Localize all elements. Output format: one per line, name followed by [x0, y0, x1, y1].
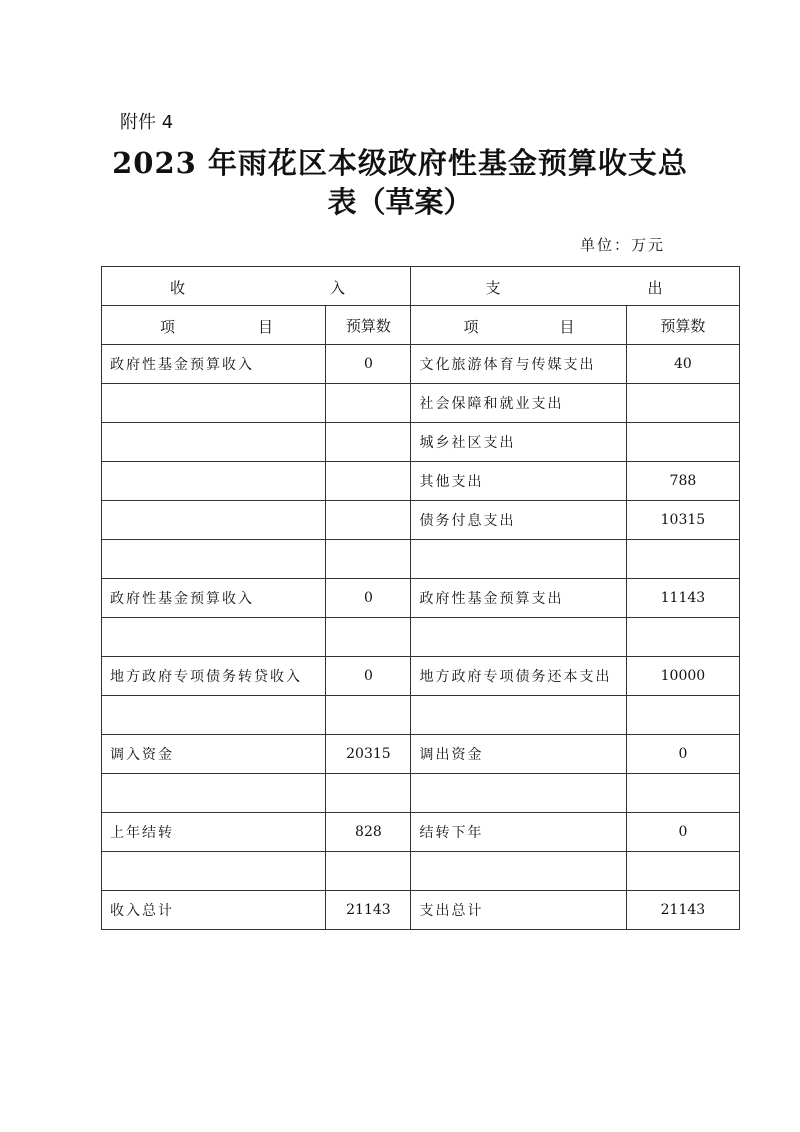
income-value-cell: 0 [326, 345, 411, 384]
income-value-cell [326, 423, 411, 462]
income-value-cell [326, 618, 411, 657]
expense-item-cell: 债务付息支出 [411, 501, 626, 540]
expense-value-cell [626, 540, 739, 579]
expense-item-char-2: 目 [559, 318, 575, 336]
income-item-cell: 收入总计 [102, 891, 326, 930]
income-value-cell [326, 774, 411, 813]
income-value-cell: 0 [326, 657, 411, 696]
income-value-cell [326, 540, 411, 579]
expense-item-header [411, 306, 626, 345]
expense-item-cell [411, 852, 626, 891]
expense-item-char-1: 项 [463, 318, 479, 336]
income-item-char-2: 目 [258, 318, 274, 336]
table-row [102, 696, 740, 735]
income-header-char-1: 收 [170, 279, 186, 297]
expense-item-cell: 结转下年 [411, 813, 626, 852]
income-section-header [102, 267, 411, 306]
table-row [102, 813, 740, 852]
income-item-cell: 调入资金 [102, 735, 326, 774]
expense-item-cell [411, 618, 626, 657]
income-value-cell: 0 [326, 579, 411, 618]
income-item-cell [102, 540, 326, 579]
expense-value-cell [626, 696, 739, 735]
income-item-cell: 上年结转 [102, 813, 326, 852]
income-value-cell [326, 696, 411, 735]
expense-value-cell: 0 [626, 735, 739, 774]
income-value-cell [326, 384, 411, 423]
table-row [102, 345, 740, 384]
table-row [102, 462, 740, 501]
table-row [102, 423, 740, 462]
income-item-cell [102, 462, 326, 501]
expense-item-cell: 其他支出 [411, 462, 626, 501]
expense-value-cell: 40 [626, 345, 739, 384]
income-item-cell [102, 384, 326, 423]
expense-value-cell: 788 [626, 462, 739, 501]
expense-item-cell: 城乡社区支出 [411, 423, 626, 462]
expense-item-cell: 地方政府专项债务还本支出 [411, 657, 626, 696]
budget-table [101, 266, 740, 930]
expense-item-cell: 社会保障和就业支出 [411, 384, 626, 423]
expense-value-cell: 21143 [626, 891, 739, 930]
income-item-cell [102, 852, 326, 891]
table-row [102, 501, 740, 540]
table-row [102, 774, 740, 813]
expense-value-cell [626, 423, 739, 462]
expense-value-cell: 11143 [626, 579, 739, 618]
expense-item-cell: 政府性基金预算支出 [411, 579, 626, 618]
income-value-cell: 20315 [326, 735, 411, 774]
expense-item-cell: 调出资金 [411, 735, 626, 774]
expense-value-cell: 10000 [626, 657, 739, 696]
table-row [102, 735, 740, 774]
expense-item-cell [411, 774, 626, 813]
expense-value-cell [626, 774, 739, 813]
expense-item-cell: 文化旅游体育与传媒支出 [411, 345, 626, 384]
table-row [102, 657, 740, 696]
income-item-char-1: 项 [160, 318, 176, 336]
table-row [102, 891, 740, 930]
expense-budget-header: 预算数 [626, 306, 739, 345]
expense-item-cell [411, 696, 626, 735]
header-row-sections [102, 267, 740, 306]
document-title-line2: 表（草案） [327, 185, 473, 219]
table-row [102, 579, 740, 618]
expense-item-cell: 支出总计 [411, 891, 626, 930]
expense-header-char-1: 支 [485, 279, 501, 297]
unit-label: 单位：万元 [580, 236, 666, 254]
expense-value-cell: 10315 [626, 501, 739, 540]
income-value-cell: 21143 [326, 891, 411, 930]
expense-value-cell [626, 852, 739, 891]
income-item-cell [102, 501, 326, 540]
expense-value-cell [626, 618, 739, 657]
income-item-cell [102, 618, 326, 657]
document-title-line1: 2023 年雨花区本级政府性基金预算收支总 [112, 146, 688, 180]
header-row-columns [102, 306, 740, 345]
income-value-cell [326, 501, 411, 540]
table-row [102, 618, 740, 657]
income-item-header [102, 306, 326, 345]
income-item-cell: 地方政府专项债务转贷收入 [102, 657, 326, 696]
table-row [102, 540, 740, 579]
income-item-cell [102, 774, 326, 813]
income-item-cell [102, 696, 326, 735]
income-item-cell [102, 423, 326, 462]
income-item-cell: 政府性基金预算收入 [102, 579, 326, 618]
table-row [102, 384, 740, 423]
expense-value-cell [626, 384, 739, 423]
table-row [102, 852, 740, 891]
expense-item-cell [411, 540, 626, 579]
expense-section-header [411, 267, 740, 306]
attachment-label: 附件 4 [120, 112, 174, 133]
income-budget-header: 预算数 [326, 306, 411, 345]
income-header-char-2: 入 [330, 279, 346, 297]
income-value-cell [326, 462, 411, 501]
expense-value-cell: 0 [626, 813, 739, 852]
income-item-cell: 政府性基金预算收入 [102, 345, 326, 384]
income-value-cell [326, 852, 411, 891]
income-value-cell: 828 [326, 813, 411, 852]
expense-header-char-2: 出 [647, 279, 663, 297]
